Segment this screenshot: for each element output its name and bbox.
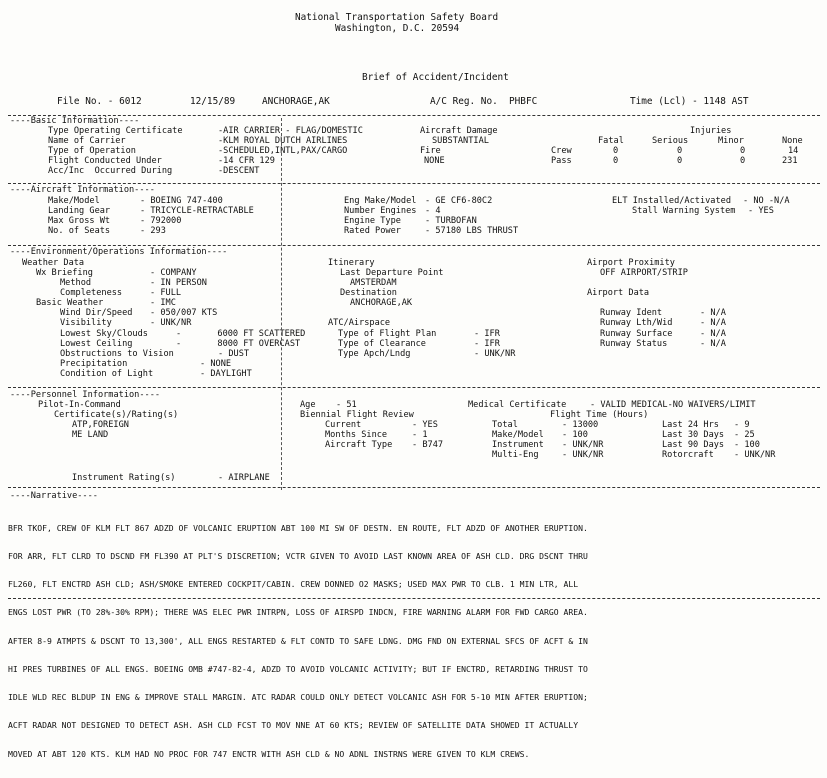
instrument-time-value: - UNK/NR: [562, 440, 604, 450]
narrative-line: AFTER 8-9 ATMPTS & DSCNT TO 13,300', ALL ENGS RESTARTED & FLT CONTD TO SAFE LDNG. DMG FND ON EXTERNAL SFCS OF ACFT & IN: [8, 635, 588, 646]
runway-ident-label: Runway Ident: [600, 308, 663, 318]
certificate-2: ME LAND: [72, 430, 109, 440]
column-divider: [281, 118, 282, 490]
total-time-label: Total: [492, 420, 518, 430]
sky-label: Lowest Sky/Clouds: [60, 329, 148, 339]
last90-value: - 100: [734, 440, 760, 450]
ceiling-value: - 8000 FT OVERCAST: [176, 339, 301, 349]
pass-none: 231: [782, 156, 798, 166]
age-value: - 51: [336, 400, 357, 410]
accident-location: ANCHORAGE,AK: [262, 96, 330, 107]
section-rule: [8, 387, 820, 388]
cert-label: Type Operating Certificate: [48, 126, 183, 136]
runway-status-label: Runway Status: [600, 339, 668, 349]
obstruction-value: - DUST: [218, 349, 250, 359]
last-departure-label: Last Departure Point: [340, 268, 444, 278]
obstruction-label: Obstructions to Vision: [60, 349, 174, 359]
section-rule: [8, 598, 820, 599]
last90-label: Last 90 Days: [662, 440, 725, 450]
months-since-label: Months Since: [325, 430, 388, 440]
gear-value: - TRICYCLE-RETRACTABLE: [140, 206, 254, 216]
narrative-line: ACFT RADAR NOT DESIGNED TO DETECT ASH. ASH CLD FCST TO MOV NNE AT 60 KTS; REVIEW OF SATELLITE DATA SHOWED IT ACTUALLY: [8, 720, 579, 731]
airport-data-heading: Airport Data: [587, 288, 650, 298]
cert-value: -AIR CARRIER - FLAG/DOMESTIC: [218, 126, 363, 136]
col-fatal: Fatal: [598, 136, 624, 146]
approach-value: - UNK/NR: [474, 349, 516, 359]
conducted-value: -14 CFR 129: [218, 156, 275, 166]
destination-value: ANCHORAGE,AK: [350, 298, 413, 308]
power-value: - 57180 LBS THRUST: [425, 226, 519, 236]
damage-label: Aircraft Damage: [420, 126, 498, 136]
months-since-value: - 1: [412, 430, 428, 440]
atc-heading: ATC/Airspace: [328, 318, 391, 328]
agency-name: National Transportation Safety Board: [295, 12, 499, 23]
col-serious: Serious: [652, 136, 689, 146]
last24-label: Last 24 Hrs: [662, 420, 719, 430]
elt-value: - NO -N/A: [743, 196, 790, 206]
carrier-value: -KLM ROYAL DUTCH AIRLINES: [218, 136, 348, 146]
damage-value: SUBSTANTIAL: [432, 136, 489, 146]
gross-label: Max Gross Wt: [48, 216, 111, 226]
narrative-line: HI PRES TURBINES OF ALL ENGS. BOEING OMB #747-82-4, ADZD TO AVOID VOLCANIC ACTIVITY; BUT IF ENCTRD, RETARDING THRUST TO: [8, 663, 588, 674]
proximity-label: Airport Proximity: [587, 258, 675, 268]
sky-value: - 6000 FT SCATTERED: [176, 329, 306, 339]
runway-status-value: - N/A: [700, 339, 726, 349]
narrative-line: ENGS LOST PWR (TO 28%-30% RPM); THERE WAS ELEC PWR INTRPN, LOSS OF AIRSPD INDCN, FIRE WARNING ALARM FOR FWD CARGO AREA.: [8, 607, 588, 618]
section-rule: [8, 245, 820, 246]
current-value: - YES: [412, 420, 438, 430]
flight-time-heading: Flight Time (Hours): [550, 410, 649, 420]
pass-label: Pass: [551, 156, 572, 166]
injuries-title: Injuries: [690, 126, 732, 136]
section-rule: [8, 487, 820, 488]
fire-label: Fire: [420, 146, 441, 156]
light-label: Condition of Light: [60, 369, 154, 379]
runway-surface-value: - N/A: [700, 329, 726, 339]
basic-weather-label: Basic Weather: [36, 298, 104, 308]
crew-fatal: 0: [613, 146, 619, 156]
rotorcraft-label: Rotorcraft: [662, 450, 714, 460]
method-value: - IN PERSON: [150, 278, 207, 288]
narrative-section-title: ----Narrative----: [10, 491, 98, 501]
occurred-label: Acc/Inc Occurred During: [48, 166, 173, 176]
last24-value: - 9: [734, 420, 750, 430]
narrative-text: [8, 505, 820, 778]
completeness-value: - FULL: [150, 288, 182, 298]
visibility-value: - UNK/NR: [150, 318, 192, 328]
crew-none: 14: [788, 146, 799, 156]
clearance-value: - IFR: [474, 339, 500, 349]
pass-serious: 0: [677, 156, 683, 166]
pic-heading: Pilot-In-Command: [38, 400, 121, 410]
runway-surface-label: Runway Surface: [600, 329, 673, 339]
certificate-1: ATP,FOREIGN: [72, 420, 129, 430]
crew-serious: 0: [677, 146, 683, 156]
narrative-line: MOVED AT ABT 120 KTS. KLM HAD NO PROC FOR 747 ENCTR WITH ASH CLD & NO ADNL INSTRNS WERE GIVEN TO KLM CREWS.: [8, 748, 530, 759]
briefing-label: Wx Briefing: [36, 268, 93, 278]
narrative-line: IDLE WLD REC BLDUP IN ENG & IMPROVE STALL MARGIN. ATC RADAR COULD ONLY DETECT VOLCANIC ASH FOR 5-10 MIN AFTER ERUPTION;: [8, 692, 588, 703]
medical-label: Medical Certificate: [468, 400, 567, 410]
pass-fatal: 0: [613, 156, 619, 166]
occurred-value: -DESCENT: [218, 166, 260, 176]
multi-eng-value: - UNK/NR: [562, 450, 604, 460]
light-value: - DAYLIGHT: [200, 369, 252, 379]
basic-section-title: ----Basic Information----: [10, 116, 140, 126]
last-departure-value: AMSTERDAM: [350, 278, 397, 288]
seats-label: No. of Seats: [48, 226, 111, 236]
precipitation-label: Precipitation: [60, 359, 128, 369]
age-label: Age: [300, 400, 316, 410]
visibility-label: Visibility: [60, 318, 112, 328]
aircraft-type-value: - B747: [412, 440, 444, 450]
runway-ident-value: - N/A: [700, 308, 726, 318]
aircraft-section-title: ----Aircraft Information----: [10, 185, 155, 195]
eng-num-label: Number Engines: [344, 206, 417, 216]
instrument-rating-label: Instrument Rating(s): [72, 473, 176, 483]
runway-length-label: Runway Lth/Wid: [600, 318, 673, 328]
make-label: Make/Model: [48, 196, 100, 206]
destination-label: Destination: [340, 288, 397, 298]
file-number: File No. - 6012: [57, 96, 142, 107]
narrative-line: FL260, FLT ENCTRD ASH CLD; ASH/SMOKE ENTERED COCKPIT/CABIN. CREW DONNED O2 MASKS; USED MAX PWR TO CLB. 1 MIN LTR, ALL: [8, 579, 579, 590]
pass-minor: 0: [740, 156, 746, 166]
crew-minor: 0: [740, 146, 746, 156]
clearance-label: Type of Clearance: [338, 339, 426, 349]
narrative-line: FOR ARR, FLT CLRD TO DSCND FM FL390 AT PLT'S DISCRETION; VCTR GIVEN TO AVOID LAST KNOWN AREA OF ASH CLD. DRG DSCNT THRU: [8, 551, 588, 562]
medical-value: - VALID MEDICAL-NO WAIVERS/LIMIT: [590, 400, 756, 410]
weather-data-heading: Weather Data: [22, 258, 85, 268]
make-value: - BOEING 747-400: [140, 196, 223, 206]
registration-number: A/C Reg. No. PHBFC: [430, 96, 538, 107]
aircraft-type-label: Aircraft Type: [325, 440, 393, 450]
accident-date: 12/15/89: [190, 96, 236, 107]
current-label: Current: [325, 420, 362, 430]
make-model-time-value: - 100: [562, 430, 588, 440]
document-title: Brief of Accident/Incident: [362, 72, 509, 83]
wind-value: - 050/007 KTS: [150, 308, 218, 318]
eng-num-value: - 4: [425, 206, 441, 216]
fire-value: NONE: [424, 156, 445, 166]
precipitation-value: - NONE: [200, 359, 232, 369]
certificate-label: Certificate(s)/Rating(s): [54, 410, 179, 420]
col-minor: Minor: [718, 136, 744, 146]
multi-eng-label: Multi-Eng: [492, 450, 539, 460]
crew-label: Crew: [551, 146, 572, 156]
instrument-rating-value: - AIRPLANE: [218, 473, 270, 483]
rotorcraft-value: - UNK/NR: [734, 450, 776, 460]
seats-value: - 293: [140, 226, 166, 236]
ceiling-label: Lowest Ceiling: [60, 339, 133, 349]
flight-plan-value: - IFR: [474, 329, 500, 339]
conducted-label: Flight Conducted Under: [48, 156, 162, 166]
runway-length-value: - N/A: [700, 318, 726, 328]
proximity-value: OFF AIRPORT/STRIP: [600, 268, 688, 278]
basic-weather-value: - IMC: [150, 298, 176, 308]
review-heading: Biennial Flight Review: [300, 410, 414, 420]
eng-type-label: Engine Type: [344, 216, 401, 226]
gross-value: - 792000: [140, 216, 182, 226]
eng-make-value: - GE CF6-80C2: [425, 196, 493, 206]
briefing-value: - COMPANY: [150, 268, 197, 278]
power-label: Rated Power: [344, 226, 401, 236]
itinerary-heading: Itinerary: [328, 258, 375, 268]
eng-make-label: Eng Make/Model: [344, 196, 417, 206]
make-model-time-label: Make/Model: [492, 430, 544, 440]
last30-value: - 25: [734, 430, 755, 440]
operation-value: -SCHEDULED,INTL,PAX/CARGO: [218, 146, 348, 156]
method-label: Method: [60, 278, 92, 288]
narrative-line: BFR TKOF, CREW OF KLM FLT 867 ADZD OF VOLCANIC ERUPTION ABT 100 MI SW OF DESTN. EN ROUTE, FLT ADZD OF ANOTHER ERUPTION.: [8, 522, 588, 533]
gear-label: Landing Gear: [48, 206, 111, 216]
completeness-label: Completeness: [60, 288, 123, 298]
carrier-label: Name of Carrier: [48, 136, 126, 146]
agency-city: Washington, D.C. 20594: [335, 23, 460, 34]
elt-label: ELT Installed/Activated: [612, 196, 731, 206]
col-none: None: [782, 136, 803, 146]
stall-label: Stall Warning System: [632, 206, 736, 216]
flight-plan-label: Type of Flight Plan: [338, 329, 437, 339]
wind-label: Wind Dir/Speed: [60, 308, 133, 318]
approach-label: Type Apch/Lndg: [338, 349, 411, 359]
total-time-value: - 13000: [562, 420, 599, 430]
local-time: Time (Lcl) - 1148 AST: [630, 96, 749, 107]
stall-value: - YES: [748, 206, 774, 216]
operation-label: Type of Operation: [48, 146, 136, 156]
eng-type-value: - TURBOFAN: [425, 216, 477, 226]
last30-label: Last 30 Days: [662, 430, 725, 440]
instrument-time-label: Instrument: [492, 440, 544, 450]
personnel-section-title: ----Personnel Information----: [10, 390, 161, 400]
environment-section-title: ----Environment/Operations Information----: [10, 247, 228, 257]
section-rule: [8, 183, 820, 184]
